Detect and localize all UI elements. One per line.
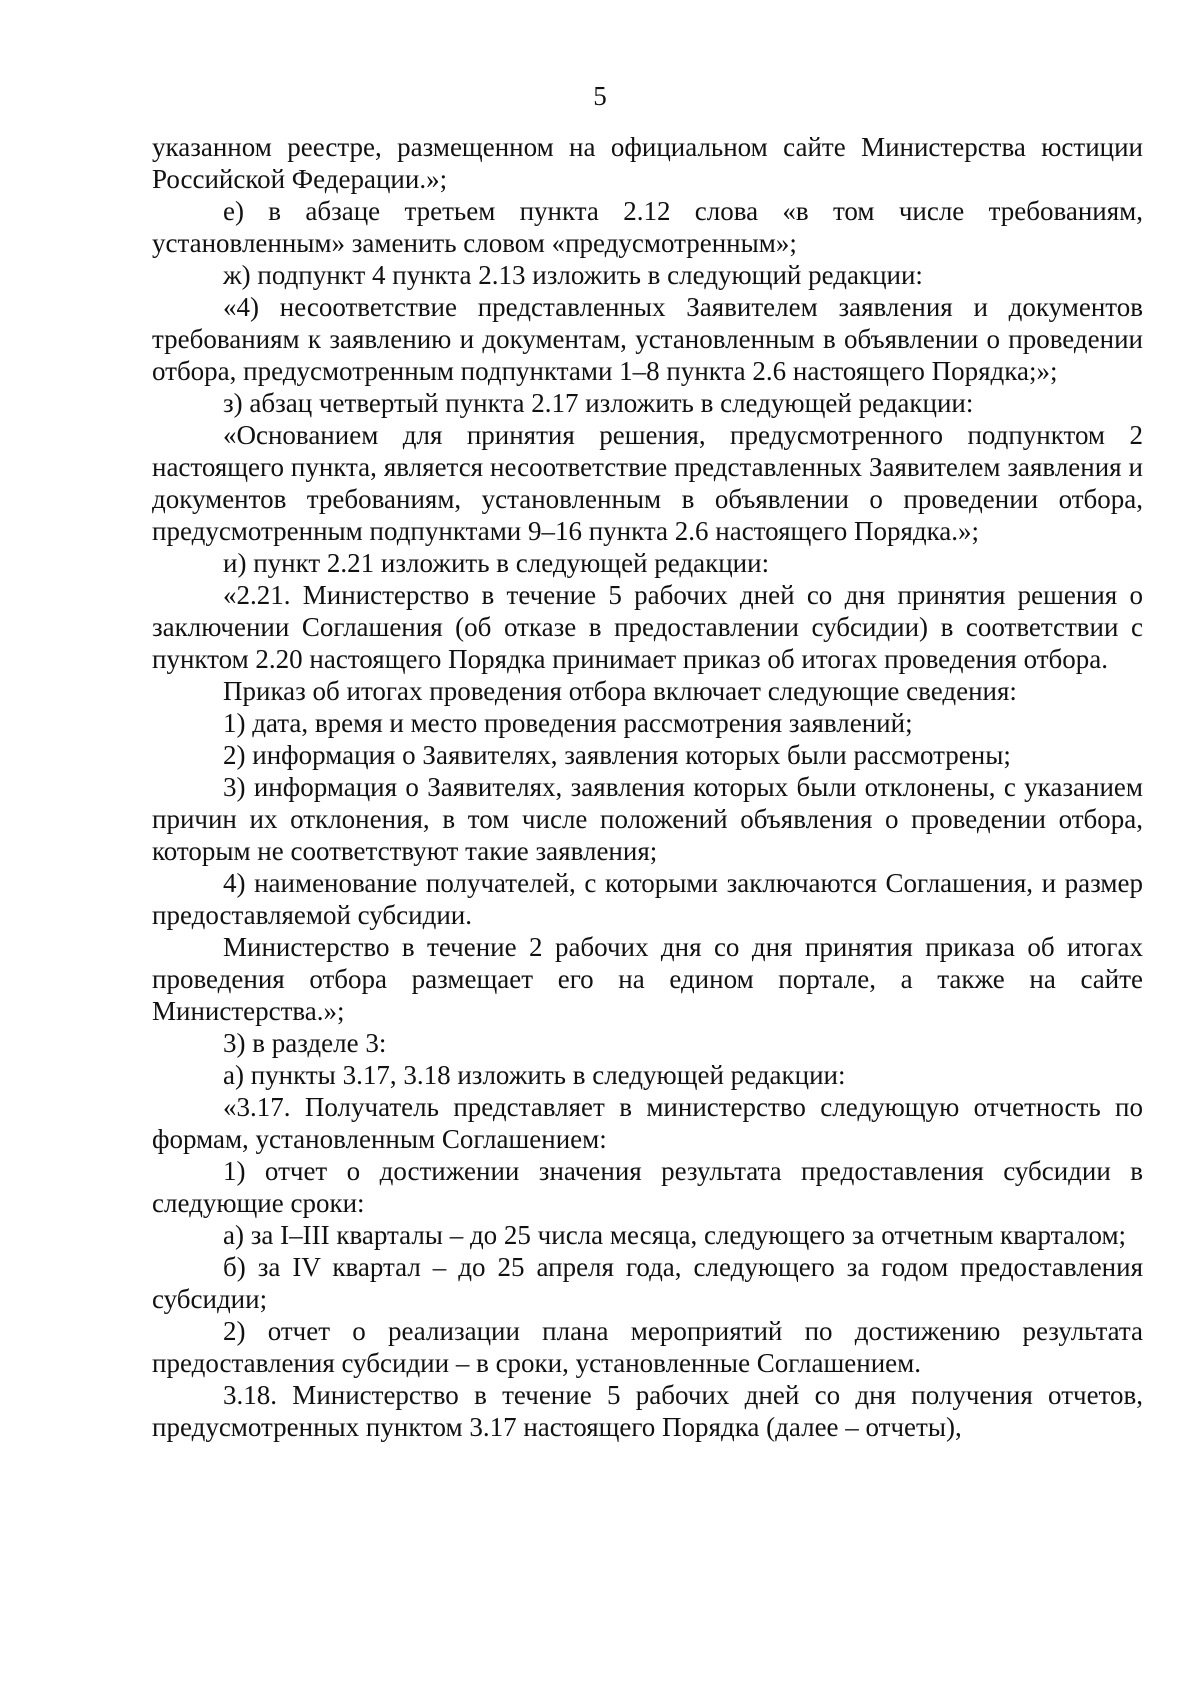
paragraph: «3.17. Получатель представляет в министерство следующую отчетность по формам, установленным Соглашением: — [152, 1092, 1143, 1154]
paragraph: а) за I–III кварталы – до 25 числа месяца, следующего за отчетным кварталом; — [223, 1220, 1127, 1250]
paragraph: указанном реестре, размещенном на официальном сайте Министерства юстиции Российской Федерации.»; — [152, 132, 1143, 194]
paragraph: 3) информация о Заявителях, заявления которых были отклонены, с указанием причин их отклонения, в том числе положений объявления о проведении отбора, которым не соответствуют такие заявления; — [152, 772, 1143, 866]
paragraph: 2) отчет о реализации плана мероприятий по достижению результата предоставления субсидии – в сроки, установленные Соглашением. — [152, 1316, 1143, 1378]
paragraph: «Основанием для принятия решения, предусмотренного подпунктом 2 настоящего пункта, является несоответствие представленных Заявителем заявления и документов требованиям, установленным в объявлении о проведении отбора, предусмотренным подпунктами 9–16 пункта 2.6 настоящего Порядка.»; — [152, 420, 1143, 546]
paragraph: 3.18. Министерство в течение 5 рабочих дней со дня получения отчетов, предусмотренных пунктом 3.17 настоящего Порядка (далее – отчеты), — [152, 1380, 1143, 1442]
paragraph: Приказ об итогах проведения отбора включает следующие сведения: — [223, 676, 1017, 706]
paragraph: ж) подпункт 4 пункта 2.13 изложить в следующий редакции: — [223, 260, 923, 290]
document-body — [152, 131, 1143, 1443]
page-number: 5 — [593, 81, 607, 111]
paragraph: а) пункты 3.17, 3.18 изложить в следующей редакции: — [223, 1060, 846, 1090]
paragraph: и) пункт 2.21 изложить в следующей редакции: — [223, 548, 770, 578]
paragraph: з) абзац четвертый пункта 2.17 изложить в следующей редакции: — [223, 388, 974, 418]
paragraph: 2) информация о Заявителях, заявления которых были рассмотрены; — [223, 740, 1011, 770]
paragraph: е) в абзаце третьем пункта 2.12 слова «в том числе требованиям, установленным» заменить словом «предусмотренным»; — [152, 196, 1143, 258]
paragraph: б) за IV квартал – до 25 апреля года, следующего за годом предоставления субсидии; — [152, 1252, 1143, 1314]
paragraph: 1) дата, время и место проведения рассмотрения заявлений; — [223, 708, 913, 738]
paragraph: «4) несоответствие представленных Заявителем заявления и документов требованиям к заявлению и документам, установленным в объявлении о проведении отбора, предусмотренным подпунктами 1–8 пункта 2.6 настоящего Порядка;»; — [152, 292, 1143, 386]
paragraph: 1) отчет о достижении значения результата предоставления субсидии в следующие сроки: — [152, 1156, 1143, 1218]
paragraph: 3) в разделе 3: — [223, 1028, 387, 1058]
paragraph: Министерство в течение 2 рабочих дня со дня принятия приказа об итогах проведения отбора размещает его на едином портале, а также на сайте Министерства.»; — [152, 932, 1143, 1026]
paragraph: «2.21. Министерство в течение 5 рабочих дней со дня принятия решения о заключении Соглашения (об отказе в предоставлении субсидии) в соответствии с пунктом 2.20 настоящего Порядка принимает приказ об итогах проведения отбора. — [152, 580, 1143, 674]
paragraph: 4) наименование получателей, с которыми заключаются Соглашения, и размер предоставляемой субсидии. — [152, 868, 1143, 930]
